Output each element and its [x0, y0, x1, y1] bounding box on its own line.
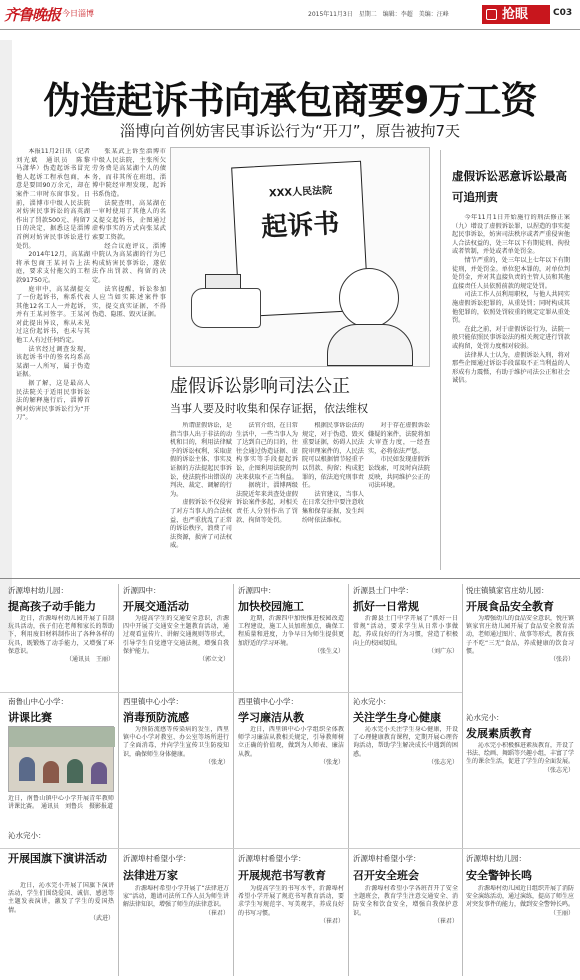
brief-headline: 学习廉洁从教 [238, 711, 304, 724]
mid-paragraph: 市民如发现虚假诉讼线索，可及时向法院反映，共同维护公正的司法环境。 [368, 456, 430, 490]
man-head-icon [339, 268, 399, 328]
brief-kicker: 南鲁山中心小学： [8, 697, 68, 706]
brief-body [238, 615, 344, 685]
brief-body [238, 885, 344, 975]
brief-byline: （张志光） [427, 758, 458, 766]
brief-text: 近日，沁水完小开展了国旗下演讲活动，学生们围绕爱国、诚信、感恩等主题发表演讲，激发了学生的爱国热情。 [8, 882, 114, 914]
mid-paragraph: 根据民事诉讼法的规定，对于伪造、毁灭重要证据，妨碍人民法院审理案件的，人民法院可以根据情节轻重予以罚款、拘留；构成犯罪的，依法追究刑事责任。 [302, 422, 364, 490]
brief-headline: 讲课比赛 [8, 711, 52, 724]
brief-text: 近日，沂源埠村幼儿园开展了自制玩具活动，孩子们在老师和家长的帮助下，利用废旧材料制作出了各种各样的玩具，既锻炼了动手能力，又增强了环保意识。 [8, 615, 114, 655]
brief-text: 沂源县土门中学开展了“抓好一日常规”活动，要求学生从日常小事做起，养成良好的行为习惯，营造了积极向上的校园氛围。 [353, 615, 458, 647]
brief-body [8, 882, 114, 976]
brief-text: 近日，西里镇中心小学组织全体教师学习廉洁从教相关规定，引导教师树立正确的价值观，做到为人师表、廉洁从教。 [238, 726, 344, 758]
secondary-subhead: 当事人要及时收集和保存证据，依法维权 [170, 402, 368, 415]
brief-headline: 抓好一日常规 [353, 600, 419, 613]
lead-paragraph: 法官提醒，诉讼参加人应当如实陈述案件事实，提交真实证据，不得伪造、隐匿、毁灭证据。 [92, 285, 166, 319]
brief-headline: 开展食品安全教育 [466, 600, 554, 613]
brief-text: 为增强幼儿的食品安全意识，悦庄镇镇家官庄幼儿园开展了食品安全教育活动，老师通过图片、故事等形式，教育孩子不吃“三无”食品，养成健康的饮食习惯。 [466, 615, 574, 655]
brief-kicker: 沂源县土门中学： [353, 586, 413, 595]
section-name: 今日淄博 [62, 9, 94, 18]
lead-paragraph: 经合议庭评议，淄博中院认为高某湖的行为已构成妨害民事诉讼，遂依法作出罚款、拘留的决定。 [92, 242, 166, 284]
brief-text: 沂源埠村幼儿园近日组织开展了消防安全演练活动，通过演练，提高了师生应对突发事件的能力，做到安全警钟长鸣。 [466, 885, 574, 909]
classroom-photo [8, 726, 114, 792]
brief-kicker: 沁水完小： [8, 831, 46, 840]
brief-text: 为提高学生的书写水平，沂源埠村希望小学开展了规范书写教育活动，要求学生写规范字、写美观字，养成良好的书写习惯。 [238, 885, 344, 917]
brief-body [353, 885, 458, 975]
brief-byline: （郭立文） [198, 656, 229, 664]
brief-text: 沂源埠村希望小学各班召开了安全主题班会，教育学生注意交通安全、消防安全和饮食安全，增强自我保护意识。 [353, 885, 458, 917]
brief-body [353, 726, 458, 821]
hand-icon [191, 288, 261, 328]
right-paragraph: 司法工作人员利用职权，与他人共同实施虚假诉讼犯罪的，从重处罚；同时构成其他犯罪的，依照处罚较重的规定定罪从重处罚。 [452, 291, 570, 325]
brief-body [466, 885, 574, 975]
brief-byline: （王丽） [549, 909, 574, 917]
brief-byline: （崔君） [204, 909, 229, 917]
mid-paragraph: 对于存在虚假诉讼嫌疑的案件，法院将加大审查力度，一经查实，必将依法严惩。 [368, 422, 430, 455]
column-divider [462, 584, 463, 976]
column-divider [348, 584, 349, 976]
brief-text: 为预防流感等传染病的发生，西里镇中心小学对教室、办公室等场所进行了全面消毒，并向学生宣传卫生防疫知识，确保师生身体健康。 [123, 726, 229, 758]
section-tag-label: 抢眼 [502, 7, 529, 22]
brief-headline: 法律进万家 [123, 869, 178, 882]
mid-paragraph: 法官介绍，在日常生活中，一些当事人为了达到自己的目的，往往会通过伪造证据、虚构事实等手段提起诉讼，企图利用法院的判决来获取不正当利益。 [236, 422, 298, 481]
right-article-title: 虚假诉讼恶意诉讼最高可追刑责 [452, 169, 567, 204]
brief-byline: （武进） [89, 914, 114, 922]
brief-body [123, 726, 229, 821]
lead-paragraph: 据了解，这是最高人民法院关于适用民事诉讼法的解释施行后，淄博首例对妨害民事诉讼行为“开刀”。 [16, 380, 90, 422]
brief-kicker: 沁水完小： [353, 697, 391, 706]
brief-headline: 加快校园施工 [238, 600, 304, 613]
brief-body [8, 615, 114, 685]
brief-body [123, 885, 229, 975]
brief-byline: （张志光） [543, 766, 574, 774]
lead-subhead: 淄博向首例妨害民事诉讼行为“开刀”，原告被拘7天 [119, 122, 461, 140]
brief-headline: 消毒预防流感 [123, 711, 189, 724]
mid-column-1 [170, 422, 232, 572]
mid-column-2 [236, 422, 298, 572]
section-tag [482, 5, 550, 24]
brief-text: 沁水完小积极推进素质教育，开设了书法、绘画、舞蹈等兴趣小组，丰富了学生的课余生活，促进了学生的全面发展。 [466, 742, 574, 766]
mid-paragraph: 法官建议，当事人在日常交往中要注意收集和保存证据，发生纠纷时依法维权。 [302, 490, 364, 524]
brief-text: 为提高学生的交通安全意识，沂源四中开展了交通安全主题教育活动，通过观看宣传片、讲解交通规则等形式，引导学生自觉遵守交通法规，增强自我保护能力。 [123, 615, 229, 655]
brief-body [466, 615, 574, 705]
brief-headline: 发展素质教育 [466, 727, 532, 740]
page-number: C03 [553, 8, 573, 18]
brief-headline: 召开安全班会 [353, 869, 419, 882]
lead-paragraph: 庭审中，高某湖提交了一份起诉书，称系代表其他12名工人一并起诉，并有王某河签字。王某河对此提出异议，称从未见过这份起诉书，也未与其他工人有过任何约定。 [16, 285, 90, 345]
brief-kicker: 西里镇中心小学： [123, 697, 183, 706]
column-divider [118, 584, 119, 976]
row-rule [0, 692, 462, 693]
court-name: XXX人民法院 [268, 185, 333, 200]
brief-kicker: 沂源四中： [238, 586, 276, 595]
brief-kicker: 沂源埠村幼儿园： [8, 586, 68, 595]
brief-kicker: 沂源埠村希望小学： [353, 854, 421, 863]
brief-byline: （通讯员 王丽） [65, 656, 114, 664]
photo-caption: 近日，南鲁山镇中心小学开展青年教师讲课比赛。 通讯员 刘鲁兵 摄影报道 [8, 795, 114, 811]
document-title: 起诉书 [260, 208, 341, 243]
masthead [0, 0, 580, 30]
lead-column-2 [92, 148, 166, 568]
mid-paragraph: 据统计，淄博两级法院近年来共查处虚假诉讼案件多起，对相关责任人分别作出了罚款、拘留等处罚。 [236, 482, 298, 524]
brief-text: 近期，沂源四中加快推进校园改造工程建设，施工人员加班加点，确保工程质量和进度，力争早日为师生提供更加舒适的学习环境。 [238, 615, 344, 647]
brief-body [123, 615, 229, 685]
mid-paragraph: 虚假诉讼不仅侵害了对方当事人的合法权益，也严重扰乱了正常的诉讼秩序，浪费了司法资源，损害了司法权威。 [170, 499, 232, 550]
mid-column-3 [302, 422, 364, 572]
brief-body [238, 726, 344, 821]
brief-kicker: 西里镇中心小学： [238, 697, 298, 706]
tag-icon [486, 9, 497, 20]
brief-body [466, 742, 574, 822]
brief-byline: （张岩） [549, 656, 574, 664]
right-paragraph: 法律界人士认为，虚假诉讼入刑，将对那些企图通过诉讼手段谋取不正当利益的人形成有力震慑，有助于维护司法公正和社会诚信。 [452, 351, 570, 385]
brief-headline: 开展交通活动 [123, 600, 189, 613]
brief-headline: 安全警钟长鸣 [466, 869, 532, 882]
right-paragraph: 在此之前，对于虚假诉讼行为，法院一般只能依照民事诉讼法的相关规定进行罚款或拘留，处罚力度相对较弱。 [452, 325, 570, 350]
lead-column-1 [16, 148, 90, 568]
lead-intro: 本报11月2日讯（记者 刘光斌 通讯员 陈黎 马潇华）伪造起诉书冒充他人起诉工程承包商，本意是要回90万余元，却在案件二审时东窗事发。日前，淄博市中级人民法院对妨害民事诉讼的高英湖作出了罚款500元、拘留7日的决定，据悉这是淄博首例对妨害民事诉讼进行处罚。 [16, 148, 90, 250]
brief-byline: （刘广东） [427, 647, 458, 655]
lead-headline: 伪造起诉书向承包商要9万工资 [43, 79, 537, 122]
column-divider [440, 150, 441, 570]
lead-paragraph: 2014年12月，高某湖将承包商王某河告上法庭，要求支付拖欠的工程款91750元。 [16, 251, 90, 284]
brief-headline: 开展规范书写教育 [238, 869, 326, 882]
brief-byline: （崔君） [433, 917, 458, 925]
right-paragraph: 情节严重的，处三年以上七年以下有期徒刑，并处罚金。单位犯本罪的，对单位判处罚金，并对其直接负责的主管人员和其他直接责任人员依照前款的规定处罚。 [452, 256, 570, 290]
brief-kicker: 悦庄镇镇家官庄幼儿园： [466, 586, 549, 595]
lead-paragraph: 法院查明，高某湖在一审时使用了其他人的名义提交起诉书，企图通过虚构事实的方式向张某武索要工资款。 [92, 199, 166, 241]
secondary-headline: 虚假诉讼影响司法公正 [170, 376, 350, 397]
issue-meta: 2015年11月3日 星期二 编辑：李超 美编：汪峰 [308, 11, 449, 18]
brief-kicker: 沂源埠村希望小学： [123, 854, 191, 863]
brief-byline: （张生义） [313, 647, 344, 655]
brief-byline: （张龙） [319, 758, 344, 766]
mid-paragraph: 所谓虚假诉讼，是指当事人出于非法的动机和目的，利用法律赋予的诉讼权利，采取虚假的诉讼主体、事实及证据的方法提起民事诉讼，使法院作出错误的判决、裁定、调解的行为。 [170, 422, 232, 498]
brief-body [353, 615, 458, 685]
row-rule [0, 848, 580, 849]
brief-headline: 开展国旗下演讲活动 [8, 852, 107, 865]
brief-kicker: 沁水完小： [466, 713, 504, 722]
column-divider [233, 584, 234, 976]
brief-text: 沁水完小关注学生身心健康，开设了心理健康教育课程，定期开展心理咨询活动，帮助学生解决成长中遇到的困惑。 [353, 726, 458, 758]
mid-column-4 [368, 422, 430, 572]
newspaper-logo: 齐鲁晚报 [4, 6, 61, 24]
brief-headline: 提高孩子动手能力 [8, 600, 96, 613]
brief-kicker: 沂源埠村幼儿园： [466, 854, 526, 863]
lead-paragraph: 法官经过调查发现，该起诉书中的签名均系高某湖一人所写，属于伪造证据。 [16, 345, 90, 379]
lead-paragraph: 张某武上诉至淄博市中级人民法院，主张所欠劳务费是高某湖个人的债务，而非其所在班组，淄博中院经审理发现，起诉书系伪造。 [92, 148, 166, 198]
cartoon-illustration [170, 147, 430, 367]
right-article-body [452, 214, 570, 570]
brief-headline: 关注学生身心健康 [353, 711, 441, 724]
right-paragraph: 今年11月1日开始施行的刑法修正案（九）增设了虚假诉讼罪，以捏造的事实提起民事诉讼，妨害司法秩序或者严重侵害他人合法权益的，处三年以下有期徒刑、拘役或者管制，并处或者单处罚金。 [452, 214, 570, 256]
man-body-icon [327, 324, 413, 366]
brief-text: 沂源埠村希望小学开展了“法律进万家”活动，邀请司法所工作人员为师生讲解法律知识，增强了师生的法律意识。 [123, 885, 229, 909]
brief-kicker: 沂源四中： [123, 586, 161, 595]
brief-byline: （崔君） [319, 917, 344, 925]
brief-kicker: 沂源埠村希望小学： [238, 854, 306, 863]
section-rule [0, 578, 580, 579]
brief-byline: （张龙） [204, 758, 229, 766]
